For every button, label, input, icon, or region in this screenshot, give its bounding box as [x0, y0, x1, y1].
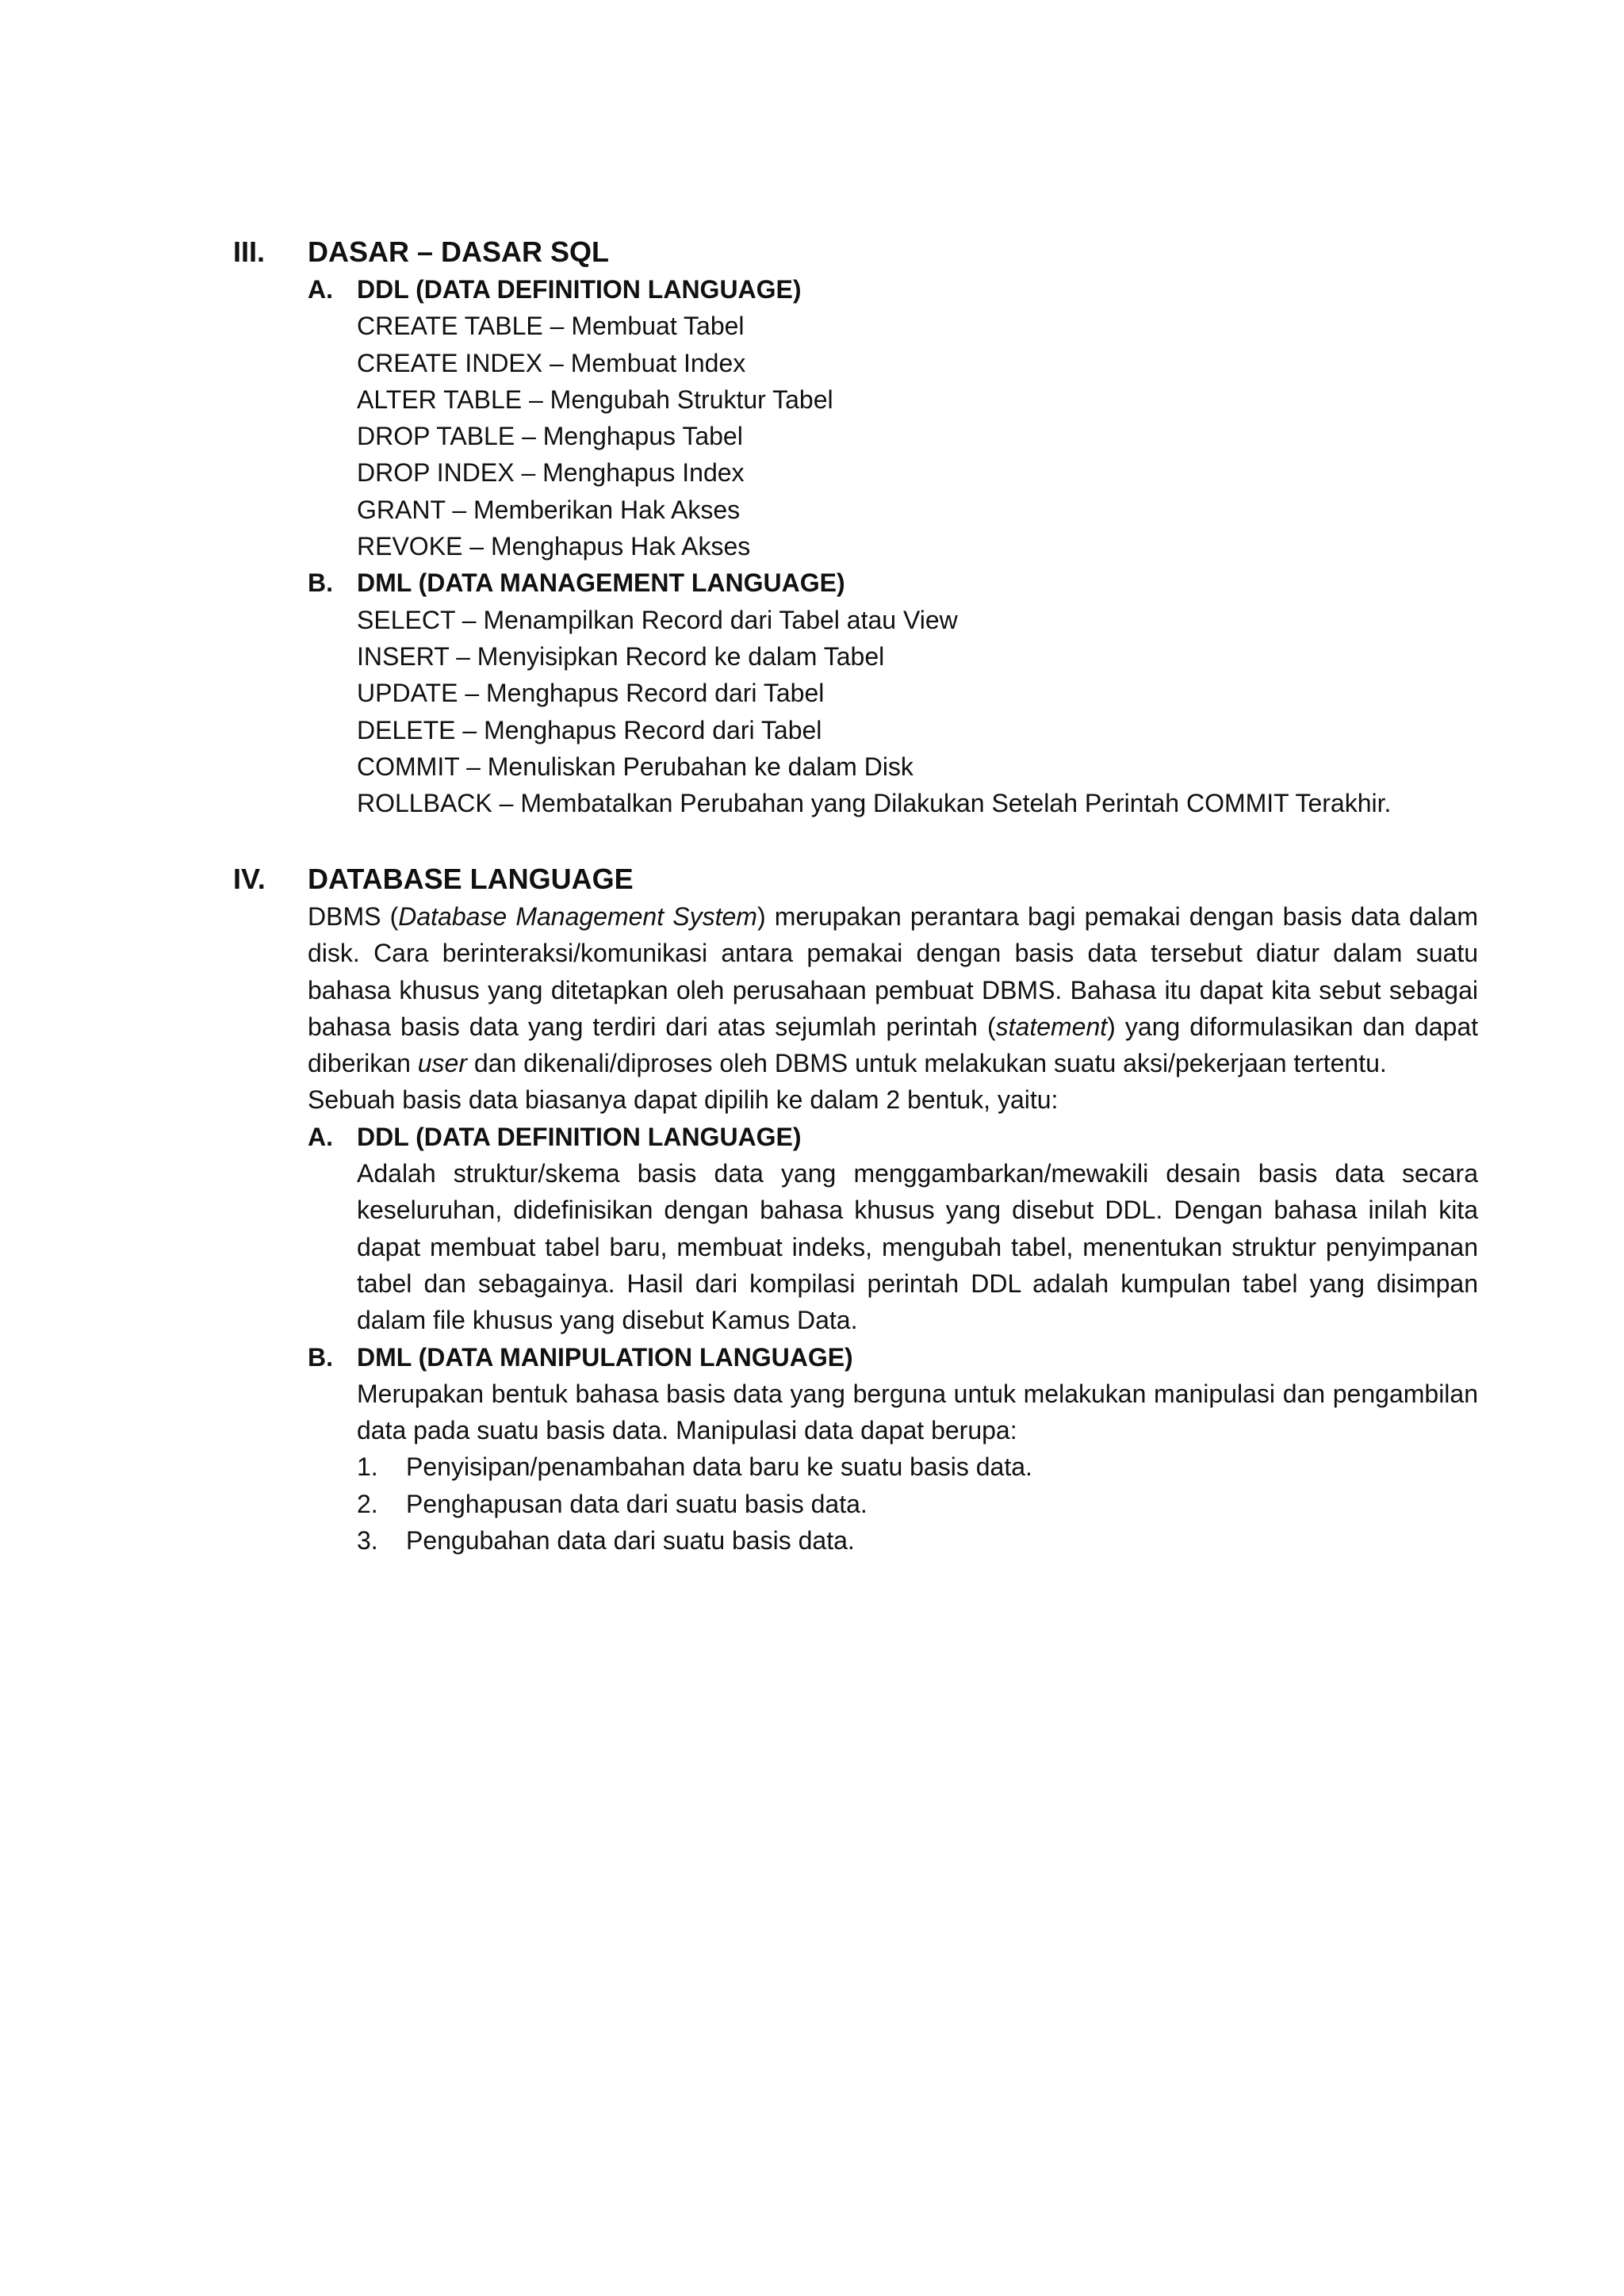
section-number: III.	[233, 235, 266, 268]
subsection-letter: B.	[308, 1342, 333, 1372]
subsection-heading-ddl	[308, 1119, 1478, 1155]
list-item: ALTER TABLE – Mengubah Struktur Tabel	[357, 385, 833, 414]
list-item	[357, 1522, 1478, 1559]
section-body	[308, 271, 1478, 821]
list-item	[357, 1448, 1478, 1485]
ddl-paragraph: Adalah struktur/skema basis data yang menggambarkan/mewakili desain basis data secara keseluruhan, didefinisikan dengan bahasa khusus yang disebut DDL. Dengan bahasa inilah kita dapat membuat tabel baru, membuat indeks, mengubah tabel, menentukan struktur penyimpanan tabel dan sebagainya. Hasil dari kompilasi perintah DDL adalah kumpulan tabel yang disimpan dalam file khusus yang disebut Kamus Data.	[357, 1159, 1478, 1335]
dml-description	[357, 1376, 1478, 1559]
subsection-title: DDL (DATA DEFINITION LANGUAGE)	[357, 275, 802, 304]
list-item: CREATE INDEX – Membuat Index	[357, 348, 746, 377]
subsection-letter: A.	[308, 275, 333, 304]
list-text: Penghapusan data dari suatu basis data.	[406, 1489, 868, 1518]
intro-paragraph	[308, 898, 1478, 1081]
list-item: UPDATE – Menghapus Record dari Tabel	[357, 679, 825, 708]
list-item: DELETE – Menghapus Record dari Tabel	[357, 715, 822, 744]
text-run: dan dikenali/diproses oleh DBMS untuk melakukan suatu aksi/pekerjaan tertentu.	[467, 1049, 1387, 1078]
section-dasar-sql	[233, 233, 1478, 821]
text-run: ) merupakan perantara bagi pemakai dengan basis data dalam disk. Cara berinteraksi/komunikasi antara pemakai dengan basis data tersebut diatur dalam suatu bahasa khusus yang ditetapkan oleh perusahaan pembuat DBMS. Bahasa itu dapat kita sebut sebagai bahasa basis data yang terdiri dari atas sejumlah perintah (	[308, 902, 1479, 1041]
list-item: COMMIT – Menuliskan Perubahan ke dalam Disk	[357, 752, 914, 781]
section-title: DASAR – DASAR SQL	[308, 235, 610, 268]
list-item: DROP INDEX – Menghapus Index	[357, 458, 745, 488]
intro-sentence: Sebuah basis data biasanya dapat dipilih ke dalam 2 bentuk, yaitu:	[308, 1085, 1059, 1115]
list-item: REVOKE – Menghapus Hak Akses	[357, 532, 751, 561]
ddl-description	[357, 1155, 1478, 1338]
subsection-title: DML (DATA MANAGEMENT LANGUAGE)	[357, 568, 845, 598]
subsection-letter: B.	[308, 568, 333, 598]
list-number: 1.	[357, 1452, 378, 1482]
list-item: DROP TABLE – Menghapus Tabel	[357, 422, 743, 451]
subsection-title: DDL (DATA DEFINITION LANGUAGE)	[357, 1122, 802, 1151]
list-number: 3.	[357, 1526, 378, 1556]
subsection-heading-dml	[308, 564, 1478, 601]
subsection-heading-dml	[308, 1339, 1478, 1376]
subsection-letter: A.	[308, 1122, 333, 1151]
list-item: ROLLBACK – Membatalkan Perubahan yang Dilakukan Setelah Perintah COMMIT Terakhir.	[357, 789, 1392, 818]
list-item: SELECT – Menampilkan Record dari Tabel atau View	[357, 605, 958, 634]
subsection-title: DML (DATA MANIPULATION LANGUAGE)	[357, 1342, 853, 1372]
list-text: Pengubahan data dari suatu basis data.	[406, 1526, 855, 1556]
ddl-command-list	[357, 308, 1478, 564]
list-item: GRANT – Memberikan Hak Akses	[357, 495, 741, 524]
dml-paragraph: Merupakan bentuk bahasa basis data yang berguna untuk melakukan manipulasi dan pengambilan data pada suatu basis data. Manipulasi data dapat berupa:	[357, 1379, 1478, 1445]
text-run: DBMS (	[308, 902, 399, 931]
section-heading	[233, 860, 1478, 898]
section-database-language	[233, 860, 1478, 1559]
list-item: CREATE TABLE – Membuat Tabel	[357, 312, 745, 341]
list-item	[357, 1486, 1478, 1522]
manipulation-list	[357, 1448, 1478, 1559]
text-run-italic: Database Management System	[398, 902, 757, 931]
text-run-italic: user	[417, 1049, 467, 1078]
list-item: INSERT – Menyisipkan Record ke dalam Tabel	[357, 641, 885, 671]
section-title: DATABASE LANGUAGE	[308, 863, 634, 895]
section-body	[308, 898, 1478, 1559]
text-run: ) yang diformulasikan dan dapat diberikan	[308, 1012, 1479, 1078]
text-run-italic: statement	[995, 1012, 1108, 1041]
list-text: Penyisipan/penambahan data baru ke suatu basis data.	[406, 1452, 1032, 1482]
section-heading	[233, 233, 1478, 271]
subsection-heading-ddl	[308, 271, 1478, 308]
dml-command-list	[357, 602, 1478, 822]
list-number: 2.	[357, 1489, 378, 1518]
section-number: IV.	[233, 863, 266, 895]
